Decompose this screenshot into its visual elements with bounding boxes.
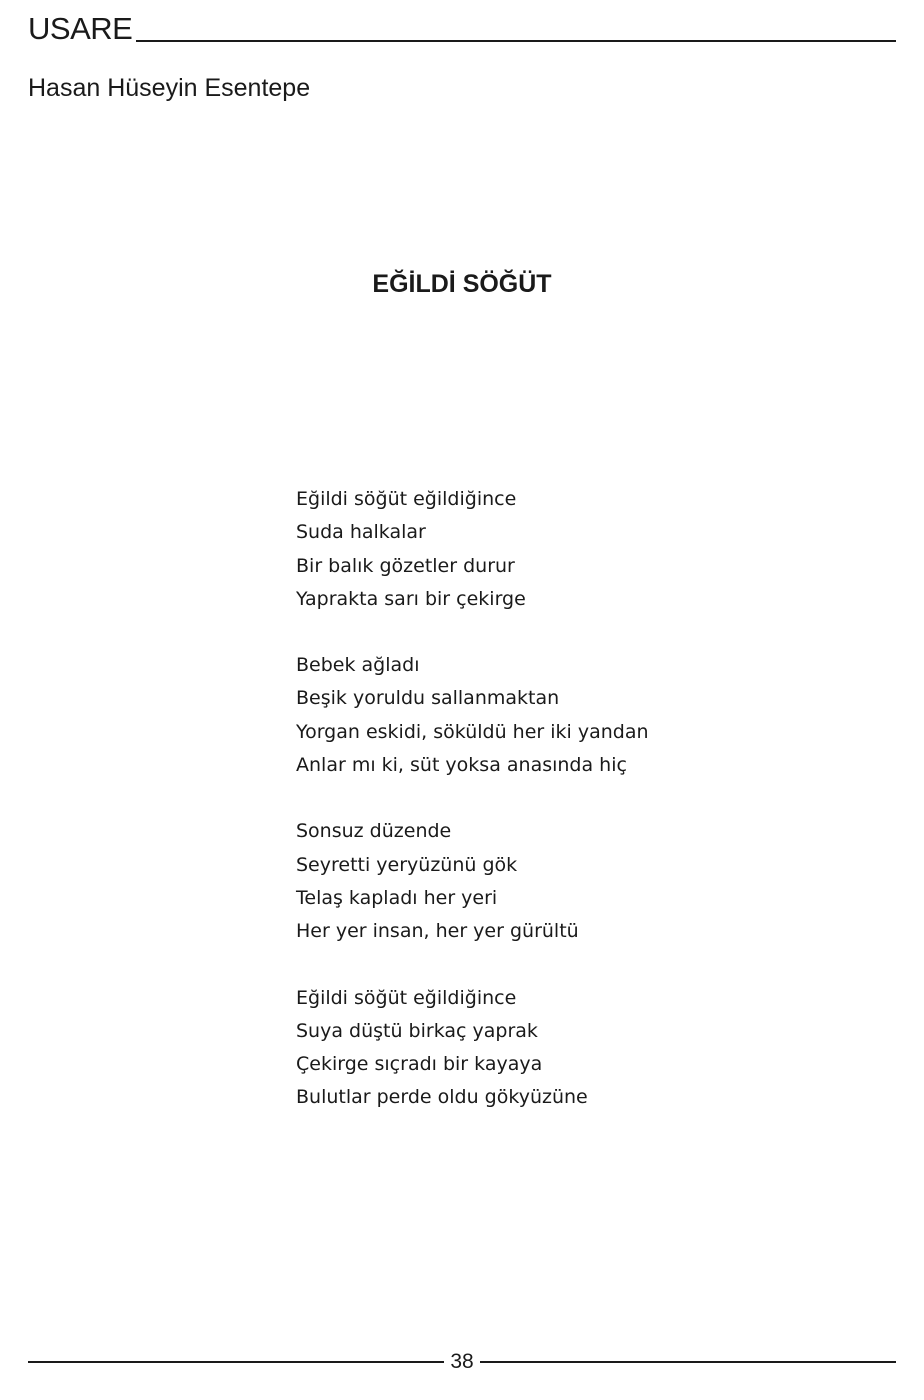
poem-line: Eğildi söğüt eğildiğince xyxy=(296,488,517,510)
poem-line: Bebek ağladı xyxy=(296,654,420,677)
poem-line: Suda halkalar xyxy=(296,521,426,544)
footer-rule-right xyxy=(480,1361,896,1363)
poem-line: Telaş kapladı her yeri xyxy=(296,886,498,909)
poem-line: Her yer insan, her yer gürültü xyxy=(296,920,579,943)
page-number: 38 xyxy=(450,1350,474,1373)
poem-line: Beşik yoruldu sallanmaktan xyxy=(296,687,560,710)
poem-line: Eğildi söğüt eğildiğince xyxy=(296,986,517,1009)
poem-line: Yorgan eskidi, söküldü her iki yandan xyxy=(296,720,649,743)
stanza-2 xyxy=(296,649,816,782)
page-footer xyxy=(28,1346,896,1378)
stanza-1 xyxy=(296,483,816,616)
poem-line: Çekirge sıçradı bir kayaya xyxy=(296,1053,543,1076)
stanza-4 xyxy=(296,982,816,1115)
poem-body xyxy=(296,483,816,1148)
author-name: Hasan Hüseyin Esentepe xyxy=(28,74,311,102)
journal-name: USARE xyxy=(28,11,133,46)
poem-line: Seyretti yeryüzünü gök xyxy=(296,853,518,876)
poem-line: Yaprakta sarı bir çekirge xyxy=(296,587,526,610)
poem-line: Sonsuz düzende xyxy=(296,820,452,843)
poem-line: Bulutlar perde oldu gökyüzüne xyxy=(296,1086,588,1109)
poem-line: Suya düştü birkaç yaprak xyxy=(296,1019,538,1042)
header-rule xyxy=(136,40,896,42)
poem-line: Anlar mı ki, süt yoksa anasında hiç xyxy=(296,754,627,777)
poem-line: Bir balık gözetler durur xyxy=(296,554,515,577)
stanza-3 xyxy=(296,815,816,948)
page-header xyxy=(28,6,896,46)
poem-title: EĞİLDİ SÖĞÜT xyxy=(372,270,552,298)
footer-rule-left xyxy=(28,1361,444,1363)
